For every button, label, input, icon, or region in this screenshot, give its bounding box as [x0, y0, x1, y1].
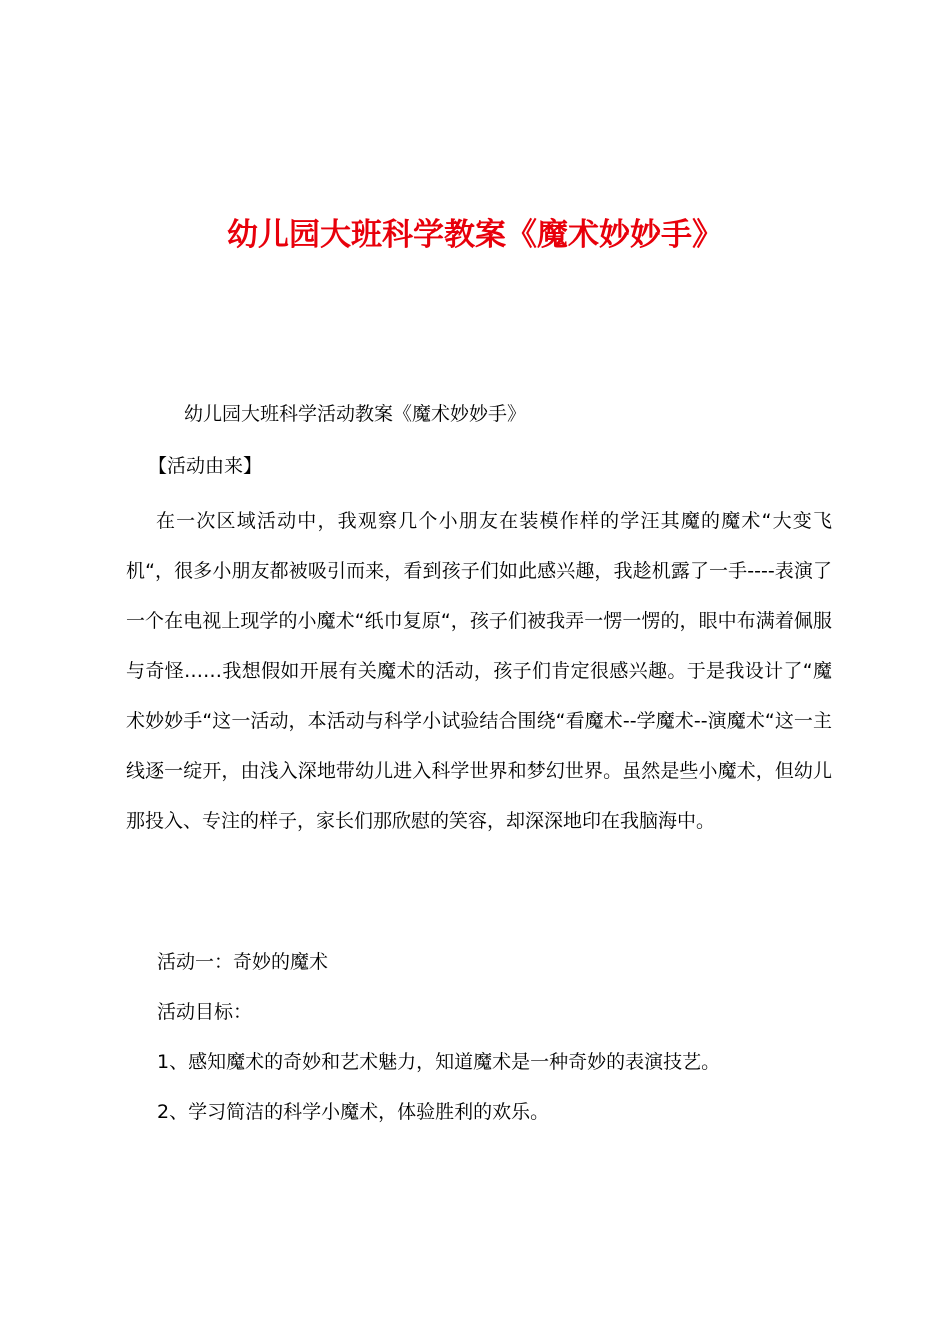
goal-item-1: 1、感知魔术的奇妙和艺术魅力，知道魔术是一种奇妙的表演技艺。 — [157, 1051, 721, 1073]
goals-label: 活动目标： — [157, 1001, 253, 1023]
goal-item-2: 2、学习简洁的科学小魔术，体验胜利的欢乐。 — [157, 1101, 550, 1123]
document-subtitle: 幼儿园大班科学活动教案《魔术妙妙手》 — [184, 403, 527, 425]
activity-one-heading: 活动一：奇妙的魔术 — [157, 951, 329, 973]
document-title: 幼儿园大班科学教案《魔术妙妙手》 — [227, 217, 723, 253]
origin-paragraph: 在一次区域活动中，我观察几个小朋友在装模作样的学汪其魔的魔术“大变飞机“，很多小朋友都被吸引而来，看到孩子们如此感兴趣，我趁机露了一手----表演了一个在电视上现学的小魔术“纸巾复原“，孩子们被我弄一愣一愣的，眼中布满着佩服与奇怪……我想假如开展有关魔术的活动，孩子们肯定很感兴趣。于是我设计了“魔术妙妙手“这一活动，本活动与科学小试验结合围绕“看魔术--学魔术--演魔术“这一主线逐一绽开，由浅入深地带幼儿进入科学世界和梦幻世界。虽然是些小魔术，但幼儿那投入、专注的样子，家长们那欣慰的笑容，却深深地印在我脑海中。 — [126, 510, 832, 832]
section-heading-origin: 【活动由来】 — [148, 455, 263, 477]
